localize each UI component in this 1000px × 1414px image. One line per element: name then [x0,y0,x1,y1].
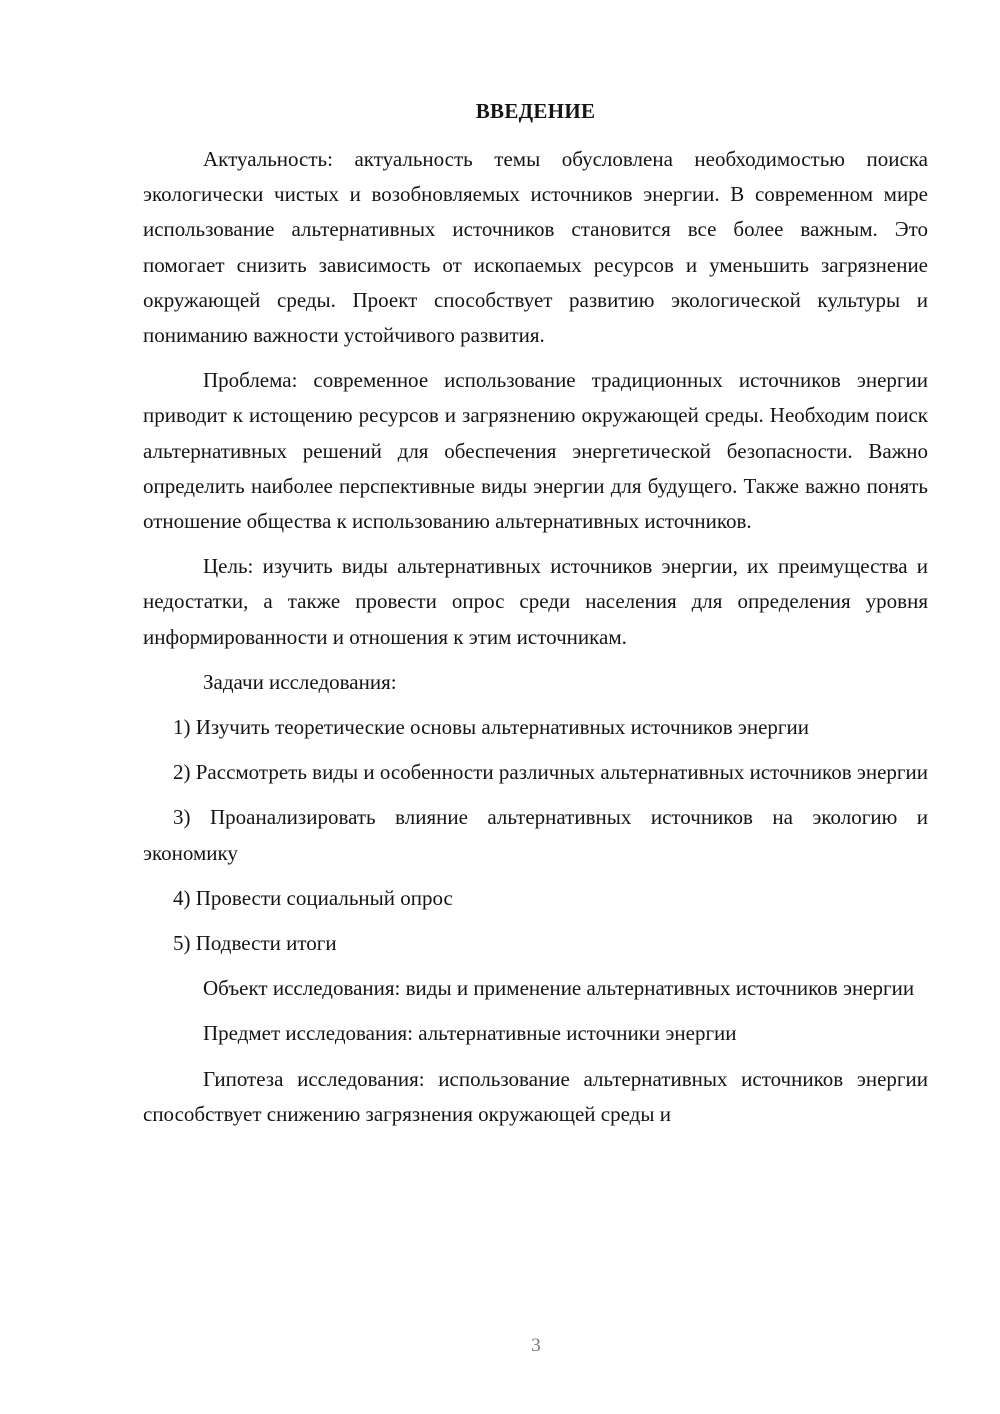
paragraph-subject: Предмет исследования: альтернативные источники энергии [203,1021,737,1046]
task-item: 4) Провести социальный опрос [173,885,453,910]
paragraph-problem: Проблема: современное использование традиционных источников энергии приводит к истощению ресурсов и загрязнению окружающей среды. Необходим поиск альтернативных решений для обеспечения энергетической безопасности. Важно определить наиболее перспективные виды энергии для будущего. Также важно понять отношение общества к использованию альтернативных источников. [143,368,928,534]
task-item: 1) Изучить теоретические основы альтернативных источников энергии [173,715,810,740]
paragraph-goal: Цель: изучить виды альтернативных источников энергии, их преимущества и недостатки, а также провести опрос среди населения для определения уровня информированности и отношения к этим источникам. [143,554,928,649]
paragraph-object: Объект исследования: виды и применение альтернативных источников энергии [203,976,915,1001]
tasks-heading: Задачи исследования: [203,669,397,694]
document-page [143,96,928,1142]
section-title: ВВЕДЕНИЕ [475,99,596,123]
task-item: 2) Рассмотреть виды и особенности различных альтернативных источников энергии [173,760,929,785]
task-item: 3) Проанализировать влияние альтернативных источников на экологию и экономику [143,805,928,865]
task-item: 5) Подвести итоги [173,931,337,956]
paragraph-hypothesis: Гипотеза исследования: использование альтернативных источников энергии способствует снижению загрязнения окружающей среды и [143,1066,928,1126]
page-number: 3 [531,1335,541,1356]
paragraph-relevance: Актуальность: актуальность темы обусловлена необходимостью поиска экологически чистых и возобновляемых источников энергии. В современном мире использование альтернативных источников становится все более важным. Это помогает снизить зависимость от ископаемых ресурсов и уменьшить загрязнение окружающей среды. Проект способствует развитию экологической культуры и пониманию важности устойчивого развития. [143,147,928,348]
